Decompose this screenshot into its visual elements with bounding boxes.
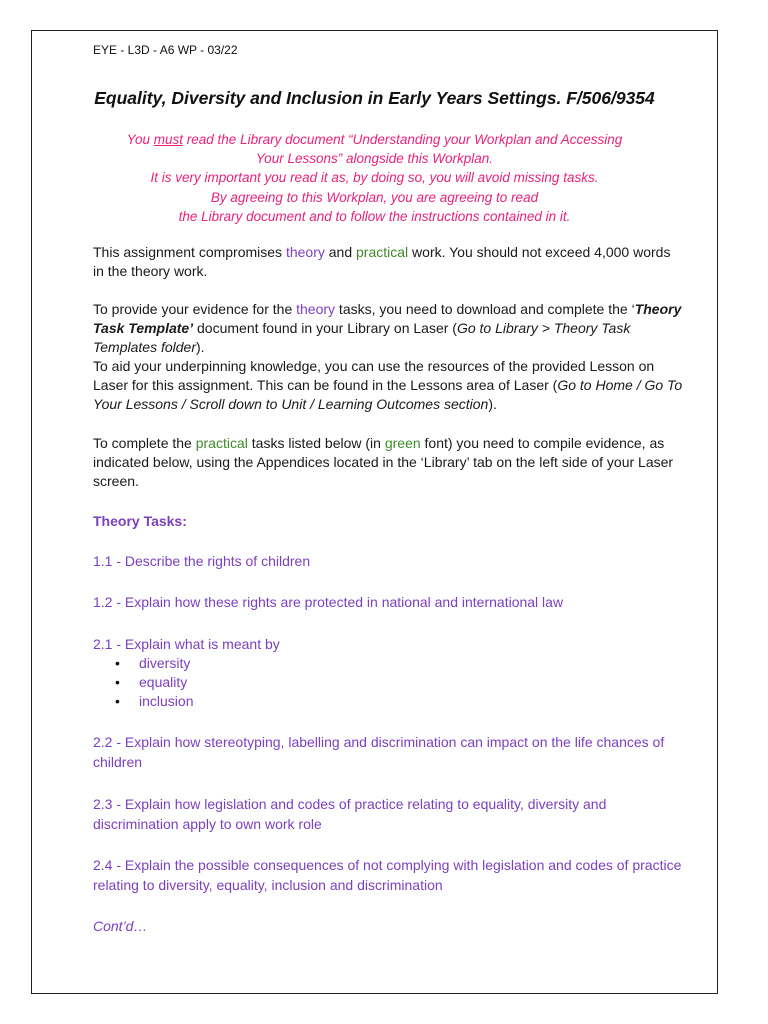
notice-line-1: You must read the Library document “Understanding your Workplan and Accessing: [126, 132, 623, 147]
bullet-diversity: • diversity: [93, 654, 193, 673]
theory-tasks-heading: Theory Tasks:: [93, 513, 187, 529]
library-path: Go to Library > Theory Task Templates folder: [93, 320, 631, 355]
task-1-2: 1.2 - Explain how these rights are protected in national and international law: [93, 594, 564, 610]
notice-line-4: By agreeing to this Workplan, you are agreeing to read: [210, 189, 539, 205]
page-title: Equality, Diversity and Inclusion in Early Years Settings. F/506/9354: [94, 88, 655, 108]
task-1-1: 1.1 - Describe the rights of children: [93, 553, 311, 569]
library-notice: [31, 130, 718, 226]
task-2-3: 2.3 - Explain how legislation and codes of practice relating to equality, diversity and discrimination apply to own work role: [93, 796, 607, 832]
task-2-2: 2.2 - Explain how stereotyping, labelling and discrimination can impact on the life chances of children: [93, 734, 665, 770]
intro-paragraph: This assignment compromises theory and practical work. You should not exceed 4,000 words in the theory work.: [93, 244, 671, 279]
bullet-equality: • equality: [93, 673, 193, 692]
bullet-inclusion: • inclusion: [93, 692, 193, 711]
practical-paragraph: To complete the practical tasks listed below (in green font) you need to compile evidence, as indicated below, using the Appendices located in the ‘Library’ tab on the left side of your Laser screen.: [93, 435, 674, 489]
notice-must: must: [153, 132, 184, 147]
document-code: EYE - L3D - A6 WP - 03/22: [93, 43, 238, 57]
template-name: Theory Task Template’: [93, 301, 682, 336]
evidence-paragraph: To provide your evidence for the theory tasks, you need to download and complete the ‘Theory Task Template’ document found in your Library on Laser (Go to Library > Theory Task Templates folder). To aid your underpinning knowledge, you can use the resources of the provided Lesson on Laser for this assignment. This can be found in the Lessons area of Laser (Go to Home / Go To Your Lessons / Scroll down to Unit / Learning Outcomes section).: [93, 301, 683, 412]
notice-line-3: It is very important you read it as, by doing so, you will avoid missing tasks.: [150, 170, 599, 186]
lessons-path: Go to Home / Go To Your Lessons / Scroll down to Unit / Learning Outcomes section: [93, 377, 683, 412]
task-2-1: 2.1 - Explain what is meant by: [93, 636, 280, 652]
task-2-1-bullets: [93, 654, 193, 711]
notice-line-2: Your Lessons” alongside this Workplan.: [255, 151, 494, 167]
task-2-4: 2.4 - Explain the possible consequences of not complying with legislation and codes of practice relating to diversity, equality, inclusion and discrimination: [93, 857, 682, 893]
notice-line-5: the Library document and to follow the instructions contained in it.: [178, 208, 571, 224]
continued-note: Cont’d…: [93, 918, 148, 934]
